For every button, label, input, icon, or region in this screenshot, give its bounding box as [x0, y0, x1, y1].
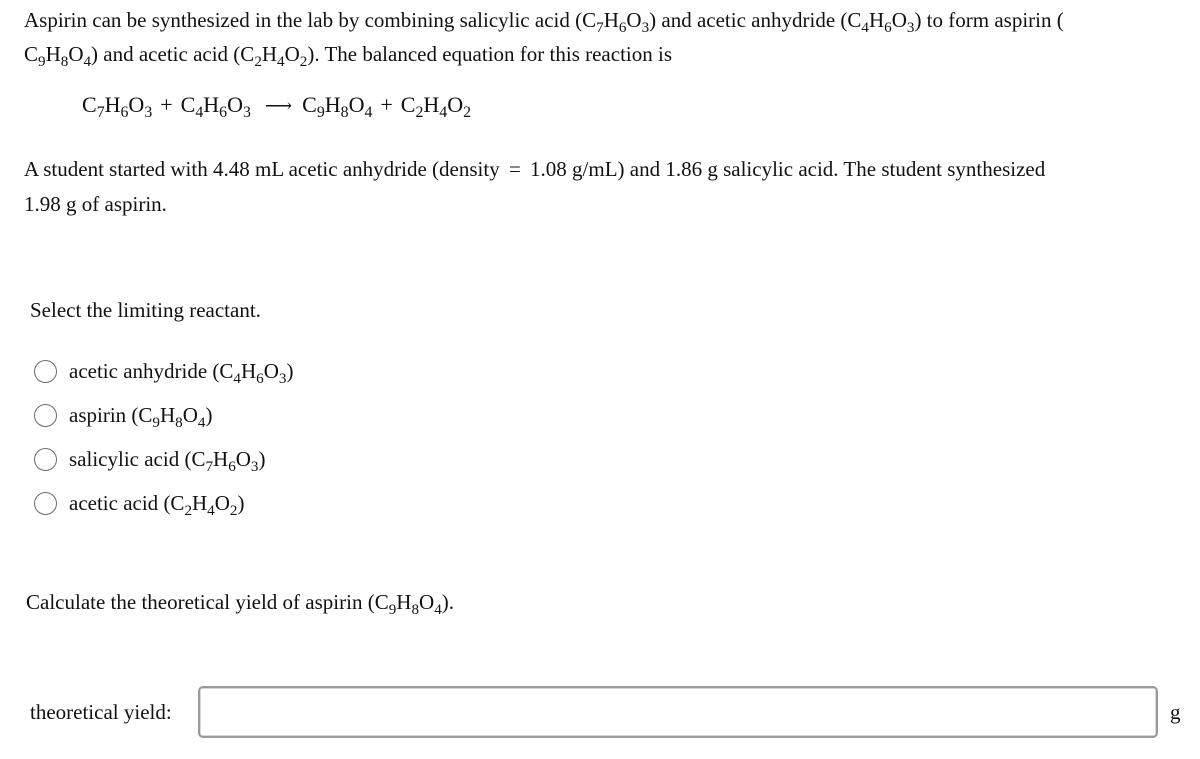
given-text: A student started with 4.48 mL acetic anhydride (density: [24, 157, 505, 181]
option-label: aspirin $(C_9H_8O_4)$: [69, 403, 213, 431]
radio-button[interactable]: [34, 448, 57, 471]
formula-salicylic-acid: $C_7H_6O_3$: [582, 8, 650, 36]
unit-label: g: [1170, 700, 1181, 724]
radio-button[interactable]: [34, 404, 57, 427]
given-line-1: [24, 157, 1045, 182]
reaction-arrow-icon: ⟶: [264, 95, 293, 117]
theoretical-yield-label: theoretical yield:: [30, 700, 172, 724]
eq-reactant-acetic-anhydride: $C_4H_6O_3$: [180, 92, 251, 122]
given-line-2: [24, 192, 167, 217]
given-text: 1.08 g/mL) and 1.86 g salicylic acid. The student synthesized: [524, 157, 1046, 181]
eq-product-aspirin: $C_9H_8O_4$: [302, 92, 373, 122]
equals-sign: =: [508, 157, 521, 181]
question-theoretical-yield: Calculate the theoretical yield of aspirin $(C_9H_8O_4)$.: [26, 590, 454, 618]
question-limiting-reactant: Select the limiting reactant.: [30, 298, 261, 322]
eq-product-acetic-acid: $C_2H_4O_2$: [400, 92, 472, 122]
intro-text: ) and acetic anhydride (: [649, 8, 848, 32]
option-acetic-anhydride[interactable]: [34, 359, 294, 387]
radio-button[interactable]: [34, 360, 57, 383]
intro-line-1: [24, 8, 1064, 36]
theoretical-yield-input[interactable]: [198, 686, 1158, 738]
intro-text: ) and acetic acid (: [91, 42, 241, 66]
formula-aspirin: $C_9H_8O_4$: [374, 590, 442, 618]
intro-text: Aspirin can be synthesized in the lab by combining salicylic acid (: [24, 8, 583, 32]
radio-button[interactable]: [34, 492, 57, 515]
formula-aspirin: $C_9H_8O_4$: [24, 42, 92, 70]
option-salicylic-acid[interactable]: [34, 447, 266, 475]
given-text: 1.98 g of aspirin.: [24, 192, 167, 216]
option-aspirin[interactable]: [34, 403, 213, 431]
option-label: acetic acid $(C_2H_4O_2)$: [69, 491, 245, 519]
formula-acetic-anhydride: $C_4H_6O_3$: [847, 8, 915, 36]
option-label: salicylic acid $(C_7H_6O_3)$: [69, 447, 266, 475]
intro-text: ). The balanced equation for this reaction is: [307, 42, 672, 66]
intro-text: ) to form aspirin (: [914, 8, 1064, 32]
option-acetic-acid[interactable]: [34, 491, 245, 519]
eq-reactant-salicylic-acid: $C_7H_6O_3$: [82, 92, 153, 122]
eq-plus: +: [160, 92, 173, 117]
balanced-equation: [82, 92, 472, 122]
intro-line-2: [24, 42, 672, 70]
option-label: acetic anhydride $(C_4H_6O_3)$: [69, 359, 294, 387]
formula-acetic-acid: $C_2H_4O_2$: [240, 42, 308, 70]
eq-plus: +: [380, 92, 393, 117]
